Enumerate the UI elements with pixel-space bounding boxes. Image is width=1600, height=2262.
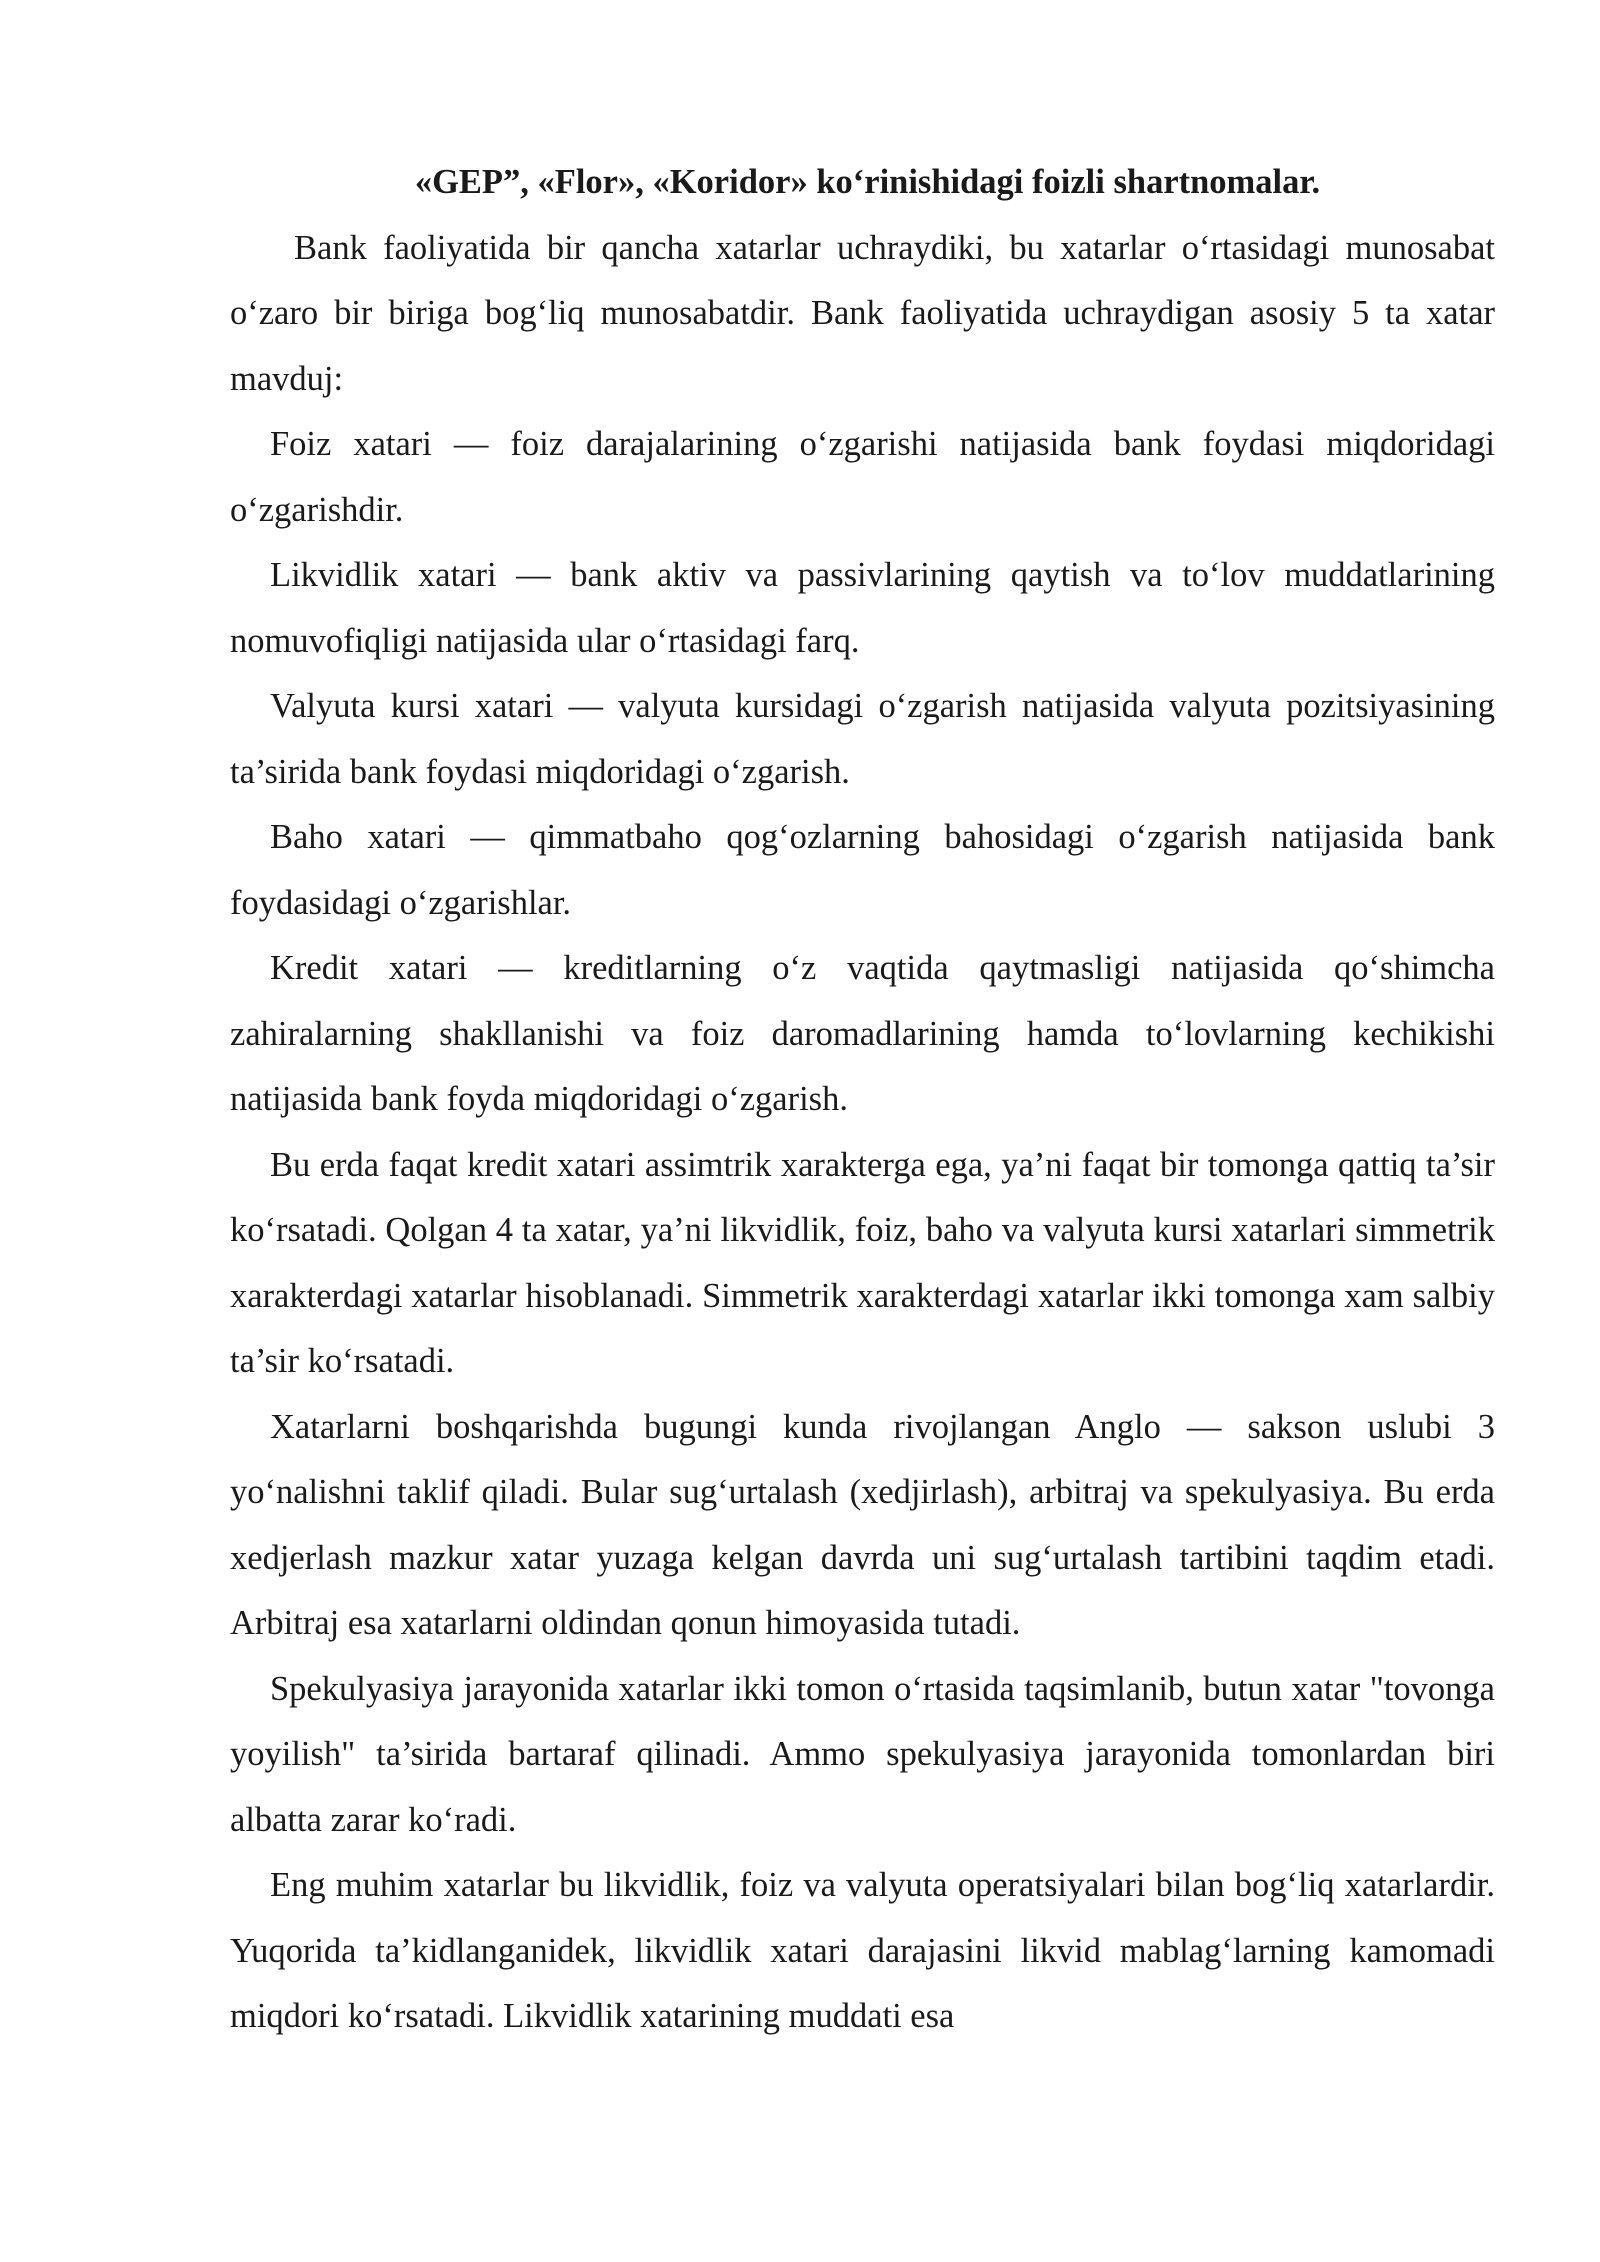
paragraph-credit-risk: Kredit xatari — kreditlarning o‘z vaqtida qaytmasligi natijasida qo‘shimcha zahiralarning shakllanishi va foiz daromadlarining hamda to‘lovlarning kechikishi natijasida bank foyda miqdoridagi o‘zgarish.: [230, 949, 1495, 1118]
paragraph-intro: Bank faoliyatida bir qancha xatarlar uchraydiki, bu xatarlar o‘rtasidagi munosabat o‘zaro bir biriga bog‘liq munosabatdir. Bank faoliyatida uchraydigan asosiy 5 ta xatar mavduj:: [230, 228, 1495, 398]
paragraph-currency-risk: Valyuta kursi xatari — valyuta kursidagi o‘zgarish natijasida valyuta pozitsiyasining ta’sirida bank foydasi miqdoridagi o‘zgarish.: [230, 687, 1495, 791]
paragraph-interest-risk: Foiz xatari — foiz darajalarining o‘zgarishi natijasida bank foydasi miqdoridagi o‘zgarishdir.: [230, 425, 1495, 529]
paragraph-liquidity-risk: Likvidlik xatari — bank aktiv va passivlarining qaytish va to‘lov muddatlarining nomuvofiqligi natijasida ular o‘rtasidagi farq.: [230, 556, 1495, 660]
paragraph-symmetry: Bu erda faqat kredit xatari assimtrik xarakterga ega, ya’ni faqat bir tomonga qattiq ta’sir ko‘rsatadi. Qolgan 4 ta xatar, ya’ni likvidlik, foiz, baho va valyuta kursi xatarlari simmetrik xarakterdagi xatarlar hisoblanadi. Simmetrik xarakterdagi xatarlar ikki tomonga xam salbiy ta’sir ko‘rsatadi.: [230, 1145, 1495, 1380]
paragraph-speculation: Spekulyasiya jarayonida xatarlar ikki tomon o‘rtasida taqsimlanib, butun xatar "tovonga yoyilish" ta’sirida bartaraf qilinadi. Ammo spekulyasiya jarayonida tomonlardan biri albatta zarar ko‘radi.: [230, 1669, 1495, 1839]
document-page: [230, 150, 1495, 2050]
document-title: «GEP”, «Flor», «Koridor» ko‘rinishidagi foizli shartnomalar.: [414, 163, 1321, 201]
paragraph-main-risks: Eng muhim xatarlar bu likvidlik, foiz va valyuta operatsiyalari bilan bog‘liq xatarlardir. Yuqorida ta’kidlanganidek, likvidlik xatari darajasini likvid mablag‘larning kamomadi miqdori ko‘rsatadi. Likvidlik xatarining muddati esa: [230, 1866, 1495, 2035]
paragraph-price-risk: Baho xatari — qimmatbaho qog‘ozlarning bahosidagi o‘zgarish natijasida bank foydasidagi o‘zgarishlar.: [230, 818, 1495, 922]
paragraph-management-methods: Xatarlarni boshqarishda bugungi kunda rivojlangan Anglo — sakson uslubi 3 yo‘nalishni taklif qiladi. Bular sug‘urtalash (xedjirlash), arbitraj va spekulyasiya. Bu erda xedjerlash mazkur xatar yuzaga kelgan davrda uni sug‘urtalash tartibini taqdim etadi. Arbitraj esa xatarlarni oldindan qonun himoyasida tutadi.: [230, 1407, 1495, 1642]
